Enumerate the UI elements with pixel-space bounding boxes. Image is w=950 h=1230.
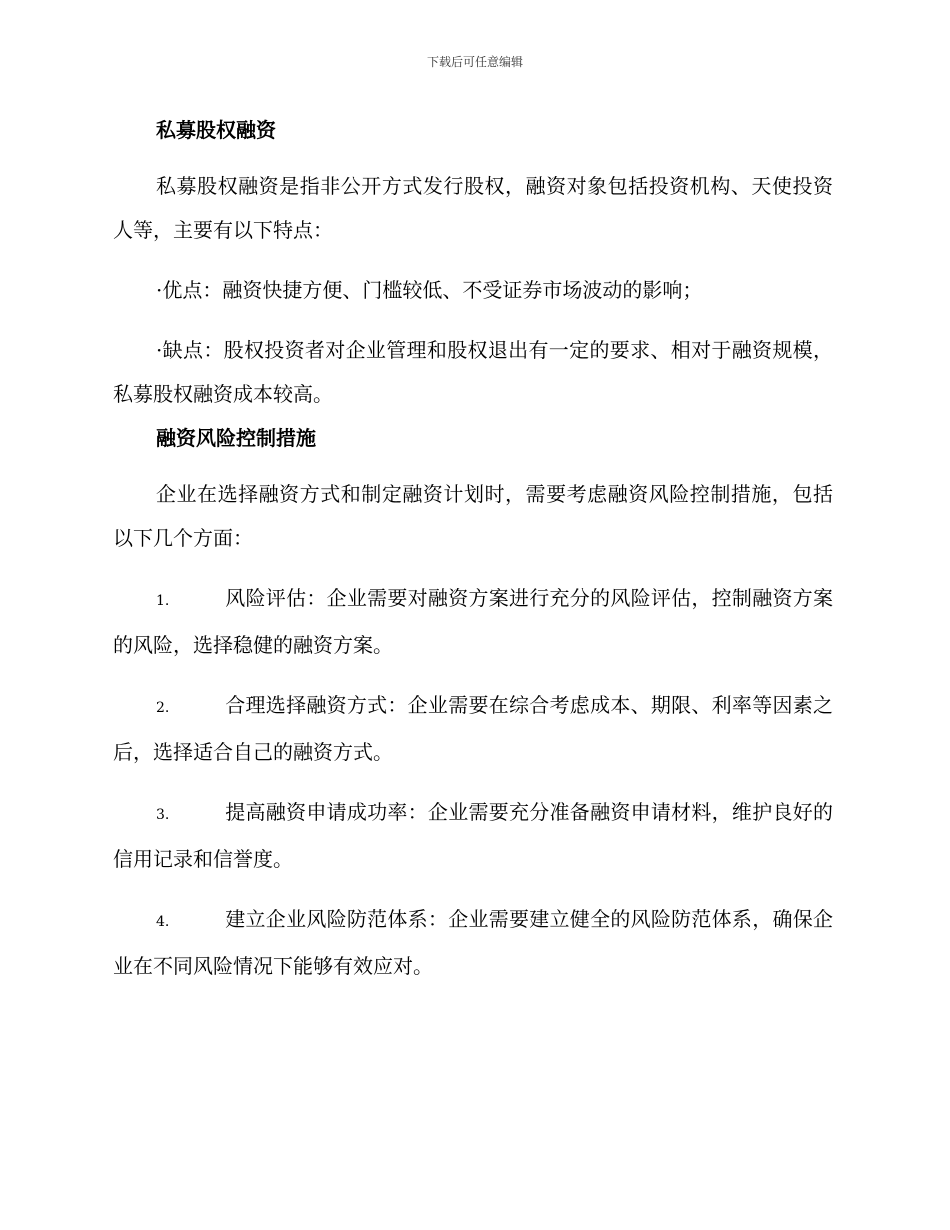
bullet-disadvantages: ·缺点：股权投资者对企业管理和股权退出有一定的要求、相对于融资规模，私募股权融资成本较高。 (113, 338, 833, 406)
numbered-item-3 (113, 790, 833, 881)
section-intro-private-equity: 私募股权融资是指非公开方式发行股权，融资对象包括投资机构、天使投资人等，主要有以下特点： (113, 174, 833, 242)
item-number: 4. (156, 914, 170, 930)
section-intro-risk-control: 企业在选择融资方式和制定融资计划时，需要考虑融资风险控制措施，包括以下几个方面： (113, 482, 833, 550)
header-note: 下载后可任意编辑 (426, 55, 523, 69)
numbered-item-2 (113, 683, 833, 774)
item-text: 风险评估：企业需要对融资方案进行充分的风险评估，控制融资方案的风险，选择稳健的融资方案。 (113, 586, 833, 657)
bullet-advantages: ·优点：融资快捷方便、门槛较低、不受证券市场波动的影响； (156, 278, 703, 302)
item-text: 建立企业风险防范体系：企业需要建立健全的风险防范体系，确保企业在不同风险情况下能够有效应对。 (113, 907, 833, 978)
item-text: 合理选择融资方式：企业需要在综合考虑成本、期限、利率等因素之后，选择适合自己的融资方式。 (113, 693, 833, 764)
section-heading-private-equity: 私募股权融资 (156, 118, 276, 142)
section-heading-risk-control: 融资风险控制措施 (156, 426, 316, 450)
numbered-item-1 (113, 576, 833, 667)
item-number: 2. (156, 700, 170, 716)
numbered-item-4 (113, 897, 833, 988)
item-text: 提高融资申请成功率：企业需要充分准备融资申请材料，维护良好的信用记录和信誉度。 (113, 800, 833, 871)
item-number: 1. (156, 593, 170, 609)
document-body (113, 108, 833, 988)
item-number: 3. (156, 807, 170, 823)
